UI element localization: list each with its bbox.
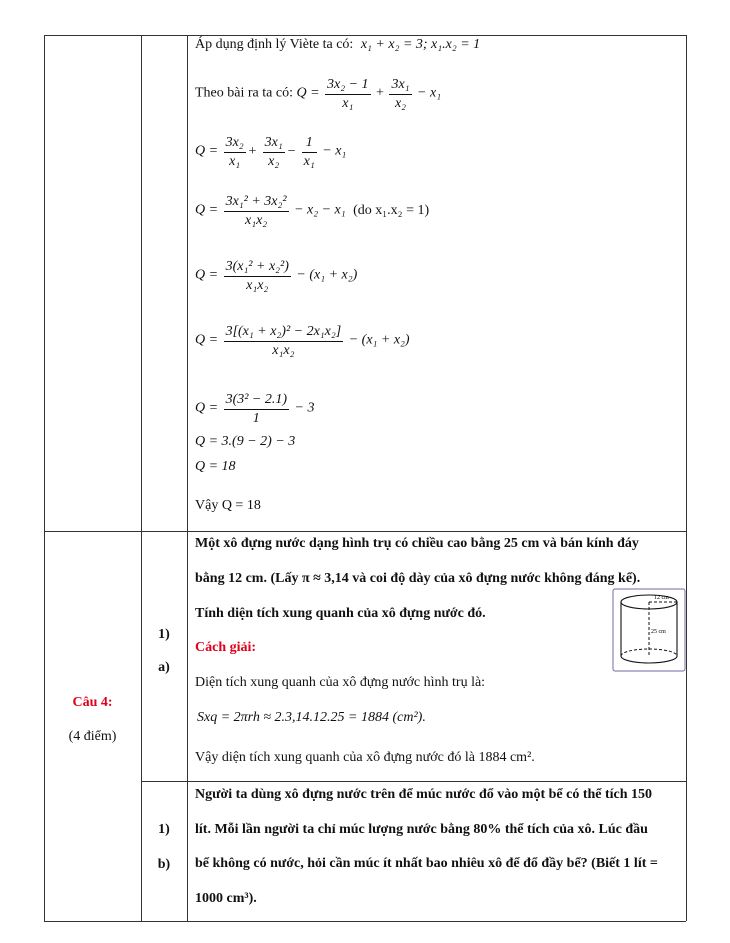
problem-q-plus: + bbox=[376, 85, 384, 101]
table-border-bottom bbox=[44, 921, 686, 922]
step-2-fraction: $\frac{\text{3x₁² + 3x₂²}}{\text{x₁x₂}}$ bbox=[225, 194, 287, 228]
step-3: Q = $\frac{\text{3(x₁² + x₂²)}}{\text{x₁x₂}}$ − (x₁ + x₂) bbox=[195, 259, 358, 293]
question-points: (4 điểm) bbox=[68, 729, 117, 744]
part-b-line-3: bể không có nước, hỏi cần múc ít nhất bao nhiêu xô để đổ đầy bể? (Biết 1 lít = bbox=[195, 856, 658, 871]
step-5: Q = $\frac{\text{3(3² − 2.1)}}{1}$ − 3 bbox=[195, 392, 315, 426]
question-label: Câu 4: bbox=[72, 695, 113, 710]
part-b-line-1: Người ta dùng xô đựng nước trên để múc nước đổ vào một bể có thể tích 150 bbox=[195, 787, 653, 802]
solution-line-1: Diện tích xung quanh của xô đựng nước hình trụ là: bbox=[195, 675, 486, 690]
part-a-statement-2: bằng 12 cm. (Lấy π ≈ 3,14 và coi độ dày của xô đựng nước không đáng kể). bbox=[195, 571, 641, 586]
cylinder-figure bbox=[612, 588, 686, 672]
part-a-statement-1: Một xô đựng nước dạng hình trụ có chiều cao bằng 25 cm và bán kính đáy bbox=[195, 536, 639, 551]
viete-formula: x₁ + x₂ = 3; x₁.x₂ = 1 bbox=[360, 37, 481, 52]
problem-q-fraction-1: $\frac{\text{3x₂ − 1}}{\text{x₁}}$ bbox=[327, 77, 369, 111]
step-1-fraction-b: $\frac{\text{3x₁}}{\text{x₂}}$ bbox=[264, 135, 283, 169]
part-b-number: 1) bbox=[158, 822, 170, 837]
viete-line bbox=[195, 37, 480, 54]
step-4: Q = $\frac{\text{3[(x₁ + x₂)² − 2x₁x₂]}}{\text{x₁x₂}}$ − (x₁ + x₂) bbox=[195, 324, 410, 358]
solution-formula: Sxq = 2πrh ≈ 2.3,14.12.25 = 1884 (cm²). bbox=[197, 710, 426, 725]
step-4-fraction: $\frac{\text{3[(x₁ + x₂)² − 2x₁x₂]}}{\text{x₁x₂}}$ bbox=[225, 324, 342, 358]
part-a-letter: a) bbox=[158, 660, 170, 675]
problem-q-prefix: Theo bài ra ta có: bbox=[195, 85, 293, 101]
viete-prefix: Áp dụng định lý Viète ta có: bbox=[195, 37, 354, 52]
step-1: Q = $\frac{\text{3x₂}}{\text{x₁}}$ + $\frac{\text{3x₁}}{\text{x₂}}$ − $\frac{1}{\text{x₁}}$ − x₁ bbox=[195, 135, 347, 169]
part-a-statement-3: Tính diện tích xung quanh của xô đựng nước đó. bbox=[195, 606, 486, 621]
step-2: Q = $\frac{\text{3x₁² + 3x₂²}}{\text{x₁x₂}}$ − x₂ − x₁ (do x₁.x₂ = 1) bbox=[195, 194, 430, 228]
conclusion: Vậy Q = 18 bbox=[195, 498, 261, 513]
solution-answer: Vậy diện tích xung quanh của xô đựng nước đó là 1884 cm². bbox=[195, 750, 535, 765]
step-1-fraction-a: $\frac{\text{3x₂}}{\text{x₁}}$ bbox=[225, 135, 244, 169]
step-2-note: (do x₁.x₂ = 1) bbox=[353, 202, 430, 218]
table-border-col3 bbox=[187, 35, 188, 921]
problem-q-fraction-2: $\frac{\text{3x₁}}{\text{x₂}}$ bbox=[391, 77, 410, 111]
subrow-divider bbox=[141, 781, 686, 782]
step-6: Q = 3.(9 − 2) − 3 bbox=[195, 434, 296, 449]
table-border-top bbox=[44, 35, 686, 36]
figure-height-label: 25 cm bbox=[651, 629, 666, 635]
table-border-left bbox=[44, 35, 45, 921]
problem-q-line bbox=[195, 76, 441, 112]
step-7: Q = 18 bbox=[195, 459, 236, 474]
table-border-right bbox=[686, 35, 687, 921]
table-border-col2 bbox=[141, 35, 142, 921]
problem-q-tail: − x₁ bbox=[417, 85, 442, 101]
part-b-line-4: 1000 cm³). bbox=[195, 891, 257, 906]
part-b-line-2: lít. Mỗi lần người ta chỉ múc lượng nước bằng 80% thể tích của xô. Lúc đầu bbox=[195, 822, 648, 837]
part-b-letter: b) bbox=[157, 857, 171, 872]
row-divider bbox=[44, 531, 686, 532]
step-1-fraction-c: $\frac{1}{\text{x₁}}$ bbox=[303, 135, 315, 169]
step-5-fraction: $\frac{\text{3(3² − 2.1)}}{1}$ bbox=[225, 392, 288, 426]
figure-radius-label: 12 cm bbox=[654, 595, 669, 601]
solution-label: Cách giải: bbox=[195, 640, 257, 655]
problem-q-lhs: Q = bbox=[296, 85, 320, 101]
step-3-fraction: $\frac{\text{3(x₁² + x₂²)}}{\text{x₁x₂}}$ bbox=[225, 259, 289, 293]
part-a-number: 1) bbox=[158, 627, 170, 642]
